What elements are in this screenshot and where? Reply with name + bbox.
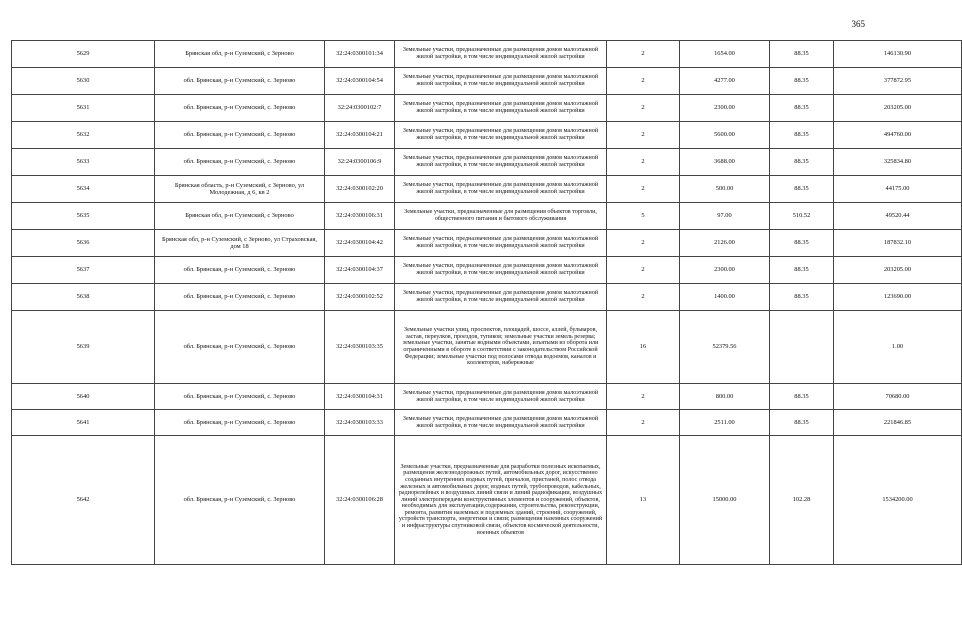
cadastral-value-cell: 203205.00 — [834, 257, 962, 284]
area-cell: 2300.00 — [680, 95, 770, 122]
table-row — [12, 410, 962, 436]
use-group-cell: 2 — [607, 257, 680, 284]
address-cell: обл. Брянская, р-н Суземский, с. Зерново — [155, 284, 325, 311]
table-row — [12, 203, 962, 230]
registry-number-cell: 5632 — [12, 122, 155, 149]
registry-number-cell: 5633 — [12, 149, 155, 176]
specific-value-cell: 88.35 — [770, 41, 834, 68]
area-cell: 800.00 — [680, 384, 770, 410]
registry-number-cell: 5631 — [12, 95, 155, 122]
cadastral-value-cell: 123690.00 — [834, 284, 962, 311]
cadastral-number-cell: 32:24:0300102:52 — [325, 284, 395, 311]
address-cell: обл. Брянская, р-н Суземский, с. Зерново — [155, 122, 325, 149]
area-cell: 52379.56 — [680, 311, 770, 384]
cadastral-value-cell: 187832.10 — [834, 230, 962, 257]
table-row — [12, 41, 962, 68]
land-use-description-cell: Земельные участки, предназначенные для размещения объектов торговли, общественного питания и бытового обслуживания — [395, 203, 607, 230]
table-row — [12, 149, 962, 176]
land-use-description-cell: Земельные участки, предназначенные для размещения домов малоэтажной жилой застройки, в том числе индивидуальной жилой застройки — [395, 384, 607, 410]
cadastral-number-cell: 32:24:0300102:20 — [325, 176, 395, 203]
registry-number-cell: 5636 — [12, 230, 155, 257]
specific-value-cell: 88.35 — [770, 95, 834, 122]
land-use-description-cell: Земельные участки, предназначенные для разработки полезных ископаемых, размещения железнодорожных путей, автомобильных дорог, искусственно созданных внутренних водных путей, причалов, пристаней, полос отвода железных и автомобильных дорог, водных путей, трубопроводов, кабельных, радиорелейных и воздушных линий связи и линий радиофикации, воздушных линий электропередачи конструктивных элементов и сооружений, объектов, необходимых для эксплуатации,содержания, строительства, реконструкции, ремонта, развития наземных и подземных зданий, строений, сооружений, устройств транспорта, энергетики и связи; размещения наземных сооружений и инфраструктуры спутниковой связи, объектов космической деятельности, военных объектов — [395, 436, 607, 565]
use-group-cell: 2 — [607, 230, 680, 257]
address-cell: Брянская обл, р-н Суземский, с Зерново, ул Страховская, дом 18 — [155, 230, 325, 257]
registry-number-cell: 5629 — [12, 41, 155, 68]
area-cell: 500.00 — [680, 176, 770, 203]
area-cell: 2300.00 — [680, 257, 770, 284]
use-group-cell: 2 — [607, 284, 680, 311]
registry-number-cell: 5634 — [12, 176, 155, 203]
registry-number-cell: 5637 — [12, 257, 155, 284]
area-cell: 5600.00 — [680, 122, 770, 149]
land-use-description-cell: Земельные участки, предназначенные для размещения домов малоэтажной жилой застройки, в том числе индивидуальной жилой застройки — [395, 410, 607, 436]
address-cell: обл. Брянская, р-н Суземский, с. Зерново — [155, 436, 325, 565]
table-row — [12, 284, 962, 311]
specific-value-cell: 88.35 — [770, 122, 834, 149]
area-cell: 97.00 — [680, 203, 770, 230]
land-use-description-cell: Земельные участки, предназначенные для размещения домов малоэтажной жилой застройки, в том числе индивидуальной жилой застройки — [395, 41, 607, 68]
area-cell: 3688.00 — [680, 149, 770, 176]
address-cell: обл. Брянская, р-н Суземский, с. Зерново — [155, 257, 325, 284]
page-number: 365 — [851, 19, 865, 29]
address-cell: обл. Брянская, р-н Суземский, с. Зерново — [155, 149, 325, 176]
table-body — [12, 41, 962, 565]
specific-value-cell: 510.52 — [770, 203, 834, 230]
table-row — [12, 436, 962, 565]
land-use-description-cell: Земельные участки, предназначенные для размещения домов малоэтажной жилой застройки, в том числе индивидуальной жилой застройки — [395, 284, 607, 311]
address-cell: обл. Брянская, р-н Суземский, с. Зерново — [155, 68, 325, 95]
cadastral-number-cell: 32:24:0300104:42 — [325, 230, 395, 257]
table-row — [12, 311, 962, 384]
land-use-description-cell: Земельные участки, предназначенные для размещения домов малоэтажной жилой застройки, в том числе индивидуальной жилой застройки — [395, 68, 607, 95]
address-cell: Брянская обл, р-н Суземский, с Зерново — [155, 41, 325, 68]
table-row — [12, 122, 962, 149]
land-use-description-cell: Земельные участки, предназначенные для размещения домов малоэтажной жилой застройки, в том числе индивидуальной жилой застройки — [395, 176, 607, 203]
address-cell: Брянская обл, р-н Суземский, с Зерново — [155, 203, 325, 230]
cadastral-number-cell: 32:24:0300104:31 — [325, 384, 395, 410]
use-group-cell: 2 — [607, 41, 680, 68]
cadastral-number-cell: 32:24:0300104:37 — [325, 257, 395, 284]
area-cell: 2126.00 — [680, 230, 770, 257]
area-cell: 15000.00 — [680, 436, 770, 565]
area-cell: 4277.00 — [680, 68, 770, 95]
cadastral-value-cell: 1.00 — [834, 311, 962, 384]
registry-number-cell: 5642 — [12, 436, 155, 565]
registry-number-cell: 5639 — [12, 311, 155, 384]
cadastral-value-cell: 494760.00 — [834, 122, 962, 149]
registry-number-cell: 5635 — [12, 203, 155, 230]
specific-value-cell — [770, 311, 834, 384]
cadastral-number-cell: 32:24:0300104:54 — [325, 68, 395, 95]
use-group-cell: 2 — [607, 384, 680, 410]
specific-value-cell: 102.28 — [770, 436, 834, 565]
specific-value-cell: 88.35 — [770, 284, 834, 311]
cadastral-value-cell: 146130.90 — [834, 41, 962, 68]
registry-number-cell: 5641 — [12, 410, 155, 436]
specific-value-cell: 88.35 — [770, 384, 834, 410]
table-row — [12, 257, 962, 284]
use-group-cell: 16 — [607, 311, 680, 384]
use-group-cell: 2 — [607, 149, 680, 176]
address-cell: обл. Брянская, р-н Суземский, с. Зерново — [155, 410, 325, 436]
address-cell: обл. Брянская, р-н Суземский, с. Зерново — [155, 311, 325, 384]
table-row — [12, 95, 962, 122]
use-group-cell: 5 — [607, 203, 680, 230]
cadastral-value-cell: 49520.44 — [834, 203, 962, 230]
cadastral-value-cell: 203205.00 — [834, 95, 962, 122]
table-row — [12, 230, 962, 257]
cadastral-number-cell: 32:24:0300104:21 — [325, 122, 395, 149]
registry-number-cell: 5638 — [12, 284, 155, 311]
address-cell: обл. Брянская, р-н Суземский, с. Зерново — [155, 384, 325, 410]
area-cell: 1654.00 — [680, 41, 770, 68]
area-cell: 1400.00 — [680, 284, 770, 311]
specific-value-cell: 88.35 — [770, 257, 834, 284]
address-cell: обл. Брянская, р-н Суземский, с. Зерново — [155, 95, 325, 122]
table-row — [12, 68, 962, 95]
use-group-cell: 2 — [607, 122, 680, 149]
use-group-cell: 2 — [607, 176, 680, 203]
registry-number-cell: 5630 — [12, 68, 155, 95]
address-cell: Брянская область, р-н Суземский, с Зерново, ул Молодежная, д 6, кв 2 — [155, 176, 325, 203]
cadastral-value-cell: 44175.00 — [834, 176, 962, 203]
use-group-cell: 2 — [607, 68, 680, 95]
cadastral-value-cell: 1534200.00 — [834, 436, 962, 565]
land-registry-table — [11, 40, 962, 565]
use-group-cell: 13 — [607, 436, 680, 565]
land-use-description-cell: Земельные участки, предназначенные для размещения домов малоэтажной жилой застройки, в том числе индивидуальной жилой застройки — [395, 122, 607, 149]
table-row — [12, 384, 962, 410]
registry-number-cell: 5640 — [12, 384, 155, 410]
specific-value-cell: 88.35 — [770, 230, 834, 257]
specific-value-cell: 88.35 — [770, 410, 834, 436]
cadastral-number-cell: 32:24:0300106:31 — [325, 203, 395, 230]
cadastral-number-cell: 32:24:0300101:34 — [325, 41, 395, 68]
table-row — [12, 176, 962, 203]
use-group-cell: 2 — [607, 95, 680, 122]
land-use-description-cell: Земельные участки, предназначенные для размещения домов малоэтажной жилой застройки, в том числе индивидуальной жилой застройки — [395, 95, 607, 122]
cadastral-number-cell: 32:24:0300103:35 — [325, 311, 395, 384]
specific-value-cell: 88.35 — [770, 68, 834, 95]
cadastral-value-cell: 325834.80 — [834, 149, 962, 176]
land-use-description-cell: Земельные участки, предназначенные для размещения домов малоэтажной жилой застройки, в том числе индивидуальной жилой застройки — [395, 149, 607, 176]
cadastral-value-cell: 70680.00 — [834, 384, 962, 410]
area-cell: 2511.00 — [680, 410, 770, 436]
land-use-description-cell: Земельные участки улиц, проспектов, площадей, шоссе, аллей, бульваров, застав, переулков, проездов, тупиков; земельные участки земель резерва; земельные участки, занятые водными объектами, изъятыми из оборота или ограниченными в обороте в соответствии с законодательством Российской Федерации; земельные участки под полосами отвода водоемов, каналов и коллекторов, набережные — [395, 311, 607, 384]
cadastral-number-cell: 32:24:0300106:9 — [325, 149, 395, 176]
cadastral-value-cell: 377872.95 — [834, 68, 962, 95]
cadastral-number-cell: 32:24:0300102:7 — [325, 95, 395, 122]
use-group-cell: 2 — [607, 410, 680, 436]
specific-value-cell: 88.35 — [770, 149, 834, 176]
specific-value-cell: 88.35 — [770, 176, 834, 203]
cadastral-value-cell: 221846.85 — [834, 410, 962, 436]
land-use-description-cell: Земельные участки, предназначенные для размещения домов малоэтажной жилой застройки, в том числе индивидуальной жилой застройки — [395, 257, 607, 284]
land-use-description-cell: Земельные участки, предназначенные для размещения домов малоэтажной жилой застройки, в том числе индивидуальной жилой застройки — [395, 230, 607, 257]
cadastral-number-cell: 32:24:0300103:33 — [325, 410, 395, 436]
cadastral-number-cell: 32:24:0300106:28 — [325, 436, 395, 565]
